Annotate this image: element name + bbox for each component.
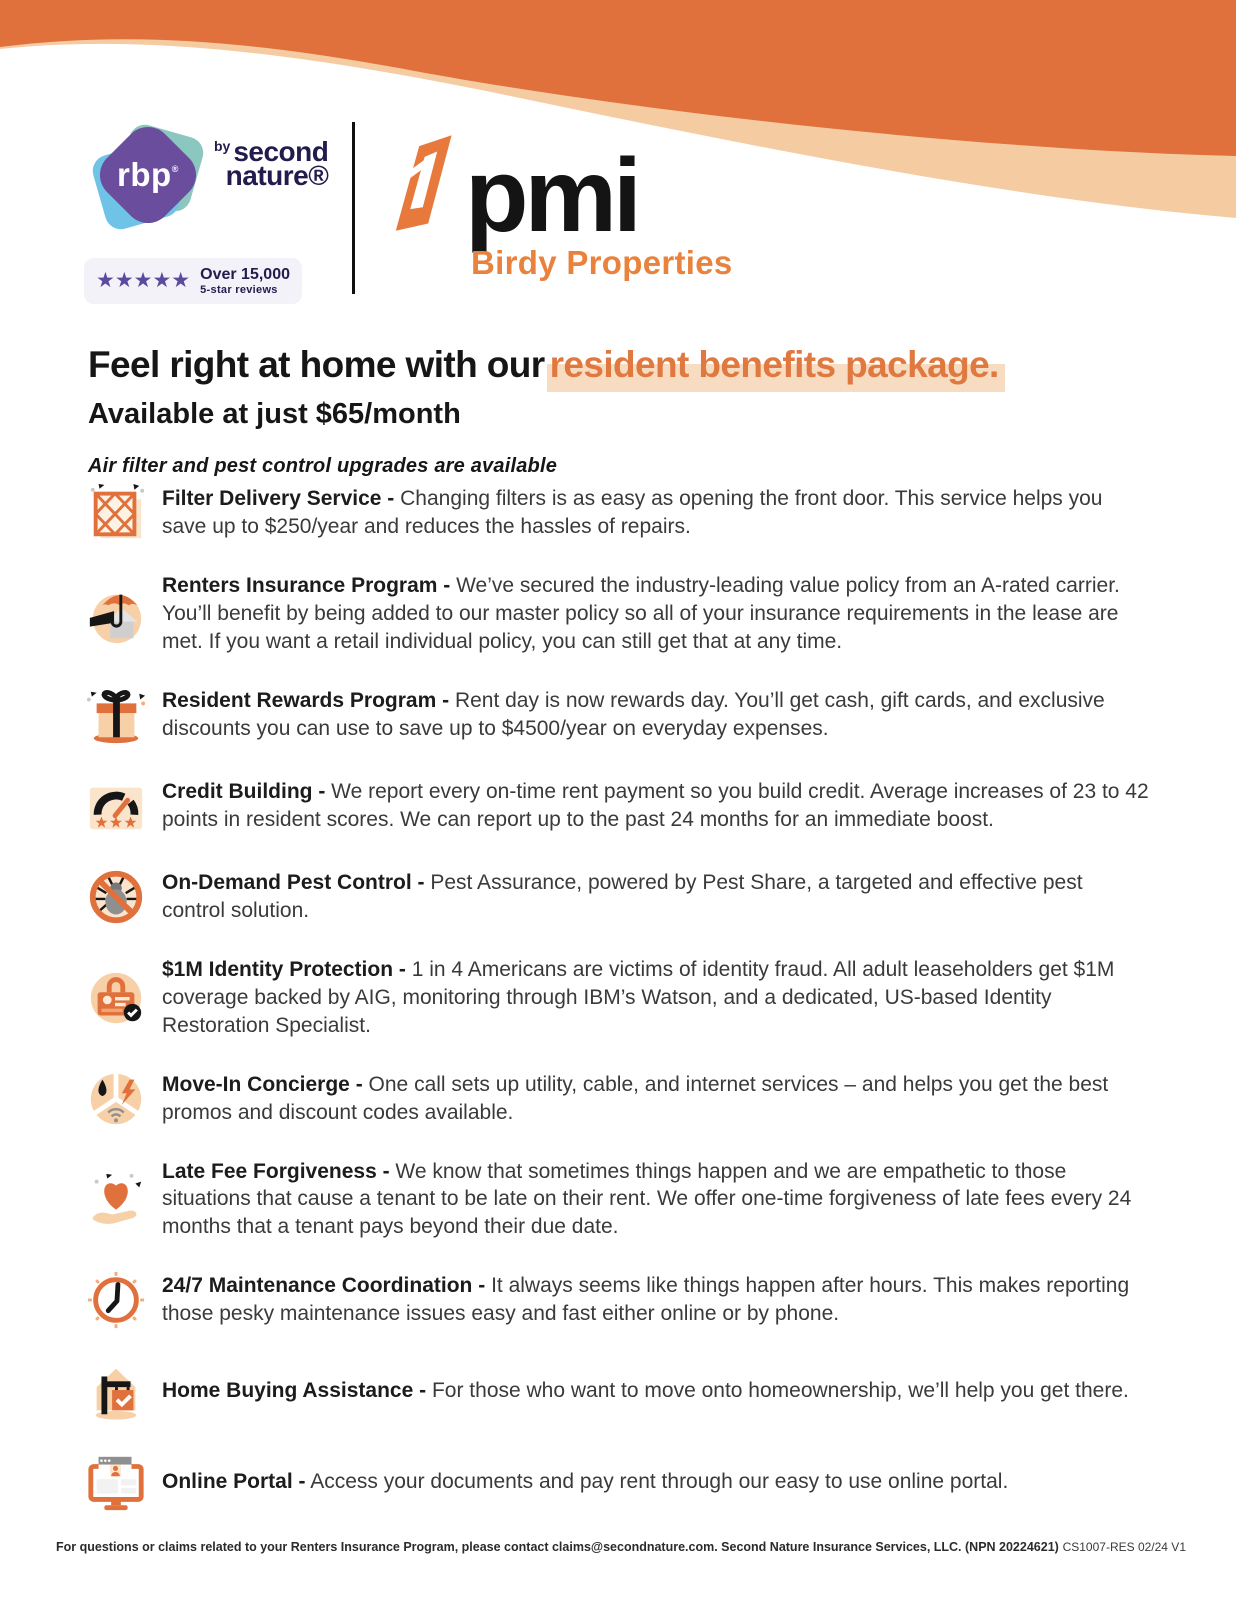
clock-icon [82, 1268, 150, 1332]
benefit-row-move-in-concierge [82, 1067, 1150, 1131]
second-label: second [233, 136, 329, 167]
hero [88, 344, 1163, 478]
logo-divider [352, 122, 355, 294]
benefit-description: Changing filters is as easy as opening the front door. This service helps you save up to $250/year and reduces the hassles of repairs. [162, 487, 1103, 538]
reviews-badge [84, 258, 302, 304]
benefits-list [82, 481, 1150, 1541]
second-nature-wordmark [214, 136, 328, 192]
rbp-logo [86, 118, 329, 246]
no-pests-icon [82, 865, 150, 929]
benefit-title: Home Buying Assistance - [162, 1379, 427, 1403]
benefit-description: 1 in 4 Americans are victims of identity fraud. All adult leaseholders get $1M coverage backed by AIG, monitoring through IBM’s Watson, and a dedicated, US-based Identity Restoration Specialist. [162, 957, 1115, 1037]
benefit-text [162, 485, 1150, 541]
benefit-description: Access your documents and pay rent through our easy to use online portal. [310, 1470, 1009, 1494]
benefit-text [162, 1158, 1150, 1242]
filter-icon [82, 481, 150, 545]
credit-gauge-icon [82, 774, 150, 838]
benefit-row-renters-insurance [82, 572, 1150, 656]
benefit-title: Resident Rewards Program - [162, 688, 450, 712]
benefit-description: It always seems like things happen after hours. This makes reporting those pesky maintenance issues easy and fast either online or by phone. [162, 1274, 1130, 1326]
header [84, 118, 733, 304]
benefit-title: Credit Building - [162, 779, 326, 803]
benefit-text [162, 1468, 1008, 1496]
home-sign-icon [82, 1359, 150, 1423]
benefit-text [162, 869, 1150, 925]
upgrades-note: Air filter and pest control upgrades are available [88, 455, 558, 477]
benefit-text [162, 1071, 1150, 1127]
benefit-row-resident-rewards [82, 683, 1150, 747]
rbp-brand-block [84, 118, 329, 304]
nature-label: nature® [225, 160, 329, 191]
footer [56, 1540, 1186, 1554]
footer-doc-code: CS1007-RES 02/24 V1 [1062, 1540, 1186, 1554]
five-stars-icon: ★★★★★ [96, 268, 191, 293]
benefit-description: We know that sometimes things happen and we are empathetic to those situations that cause a tenant to be late on their rent. We offer one-time forgiveness of late fees every 24 months that a tenant pays beyond their due date. [162, 1159, 1132, 1239]
footer-disclaimer: For questions or claims related to your Renters Insurance Program, please contact claims@secondnature.com. Second Nature Insurance Services, LLC. (NPN 20224621) [56, 1540, 1059, 1554]
benefit-row-home-buying [82, 1359, 1150, 1423]
pmi-brand-block [385, 118, 733, 282]
page-title: Feel right at home with our resident benefits package. [88, 344, 1163, 386]
identity-card-icon [82, 966, 150, 1030]
benefit-row-late-fee-forgiveness [82, 1158, 1150, 1242]
reviews-label: 5-star reviews [200, 283, 278, 296]
benefit-text [162, 956, 1150, 1040]
benefit-description: Rent day is now rewards day. You’ll get cash, gift cards, and exclusive discounts you can use to save up to $4500/year on everyday expenses. [162, 688, 1105, 740]
renters-insurance-icon [82, 582, 150, 646]
benefit-title: Late Fee Forgiveness - [162, 1159, 390, 1183]
benefit-row-credit-building [82, 774, 1150, 838]
pmi-wordmark: pmi [465, 138, 638, 255]
benefit-row-filter-delivery [82, 481, 1150, 545]
benefit-title: Move-In Concierge - [162, 1072, 363, 1096]
benefit-text [162, 572, 1150, 656]
benefit-description: We report every on-time rent payment so you build credit. Average increases of 23 to 42 points in resident scores. We can report up to the past 24 months for an immediate boost. [162, 779, 1149, 831]
benefit-title: 24/7 Maintenance Coordination - [162, 1274, 486, 1298]
page-title-highlight: resident benefits package. [547, 344, 1005, 392]
utilities-icon [82, 1067, 150, 1131]
heart-hand-icon [82, 1167, 150, 1231]
benefit-row-identity-protection [82, 956, 1150, 1040]
benefit-description: For those who want to move onto homeownership, we’ll help you get there. [431, 1379, 1129, 1403]
benefit-title: Online Portal - [162, 1470, 306, 1494]
benefit-description: One call sets up utility, cable, and internet services – and helps you get the best promos and discount codes available. [162, 1072, 1109, 1124]
reviews-count: Over 15,000 [200, 266, 290, 283]
benefit-title: $1M Identity Protection - [162, 957, 406, 981]
benefit-text [162, 1272, 1150, 1328]
benefit-description: Pest Assurance, powered by Pest Share, a targeted and effective pest control solution. [162, 870, 1083, 922]
price-line: Available at just $65/month [88, 398, 461, 430]
gift-icon [82, 683, 150, 747]
benefit-title: On-Demand Pest Control - [162, 870, 425, 894]
benefit-row-maintenance [82, 1268, 1150, 1332]
benefit-text [162, 1377, 1129, 1405]
benefit-title: Renters Insurance Program - [162, 574, 451, 597]
benefit-title: Filter Delivery Service - [162, 487, 395, 511]
by-label: by [214, 138, 231, 154]
benefit-text [162, 778, 1150, 834]
pmi-company-name: Birdy Properties [471, 244, 733, 281]
benefit-text [162, 687, 1150, 743]
pmi-logo-icon [385, 132, 457, 234]
benefit-description: We’ve secured the industry-leading value policy from an A-rated carrier. You’ll benefit by being added to our master policy so all of your insurance requirements in the lease are met. If you want a retail individual policy, you can still get that at any time. [162, 574, 1120, 653]
portal-monitor-icon [82, 1450, 150, 1514]
benefit-row-pest-control [82, 865, 1150, 929]
benefit-row-online-portal [82, 1450, 1150, 1514]
rbp-logo-text: rbp® [117, 156, 179, 193]
